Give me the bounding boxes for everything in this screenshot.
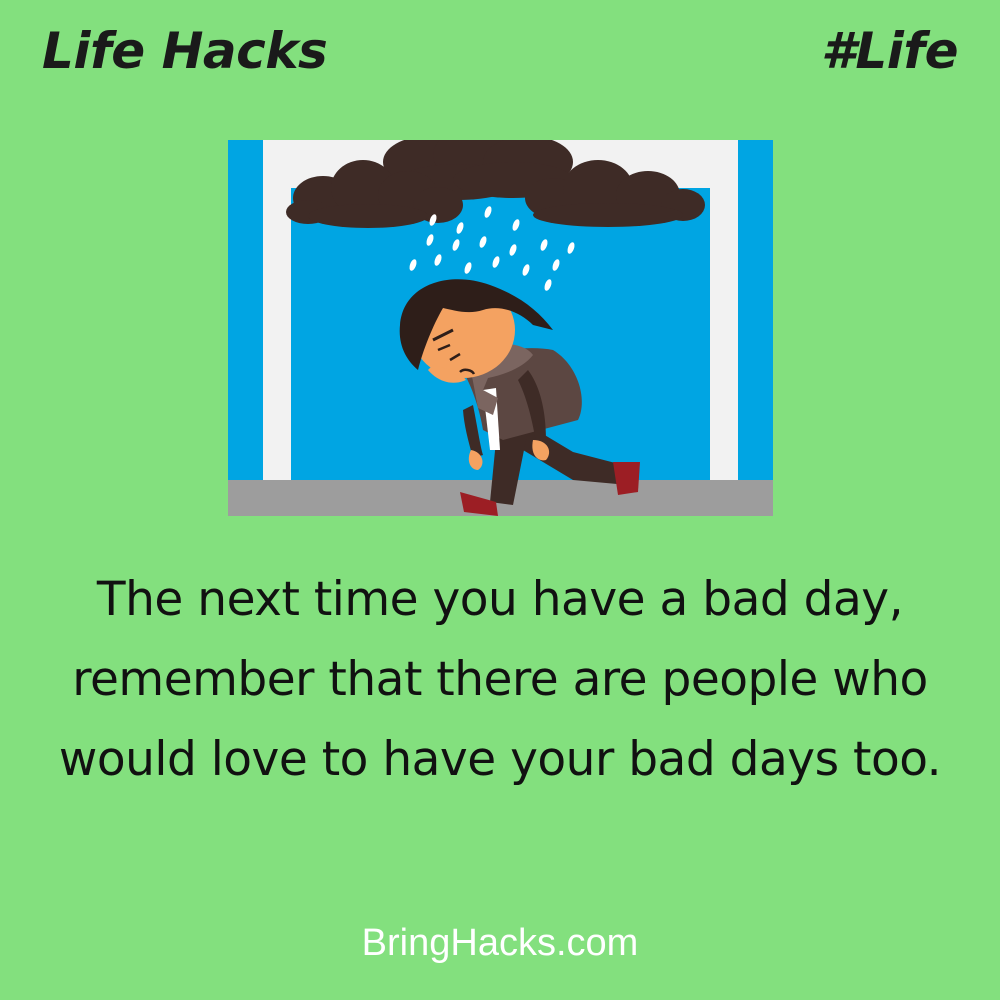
page-title: Life Hacks xyxy=(42,22,328,80)
sad-man-walking-in-rain-icon xyxy=(228,140,773,516)
sad-man-in-rain-illustration xyxy=(228,140,773,516)
hashtag-label: #Life xyxy=(821,22,958,80)
quote-text: The next time you have a bad day, remember that there are people who would love to have your bad days too. xyxy=(58,572,942,787)
footer-site-link[interactable]: BringHacks.com xyxy=(361,922,639,964)
